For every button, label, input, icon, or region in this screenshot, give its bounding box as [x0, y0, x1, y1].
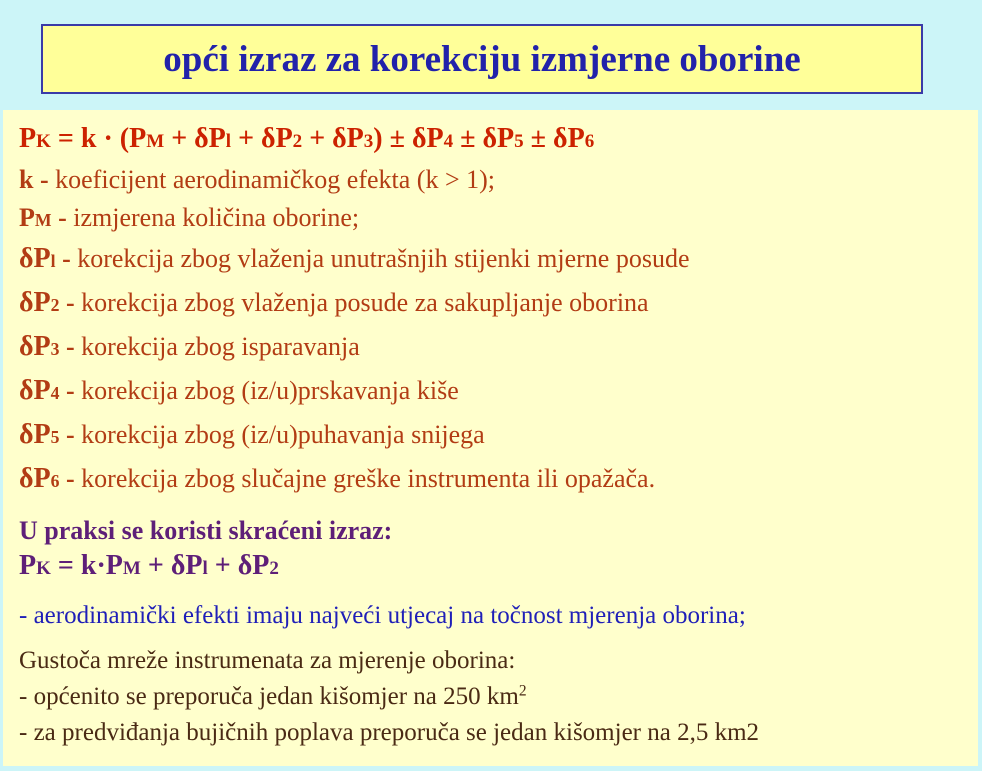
definition-dp3: δP3 - korekcija zbog isparavanja	[19, 331, 360, 362]
definition-dp6: δP6 - korekcija zbog slučajne greške instrumenta ili opažača.	[19, 463, 656, 494]
main-formula: PK = k · (PM + δPl + δP2 + δP3) ± δP4 ± δP5 ± δP6	[19, 123, 595, 154]
density-line-general: - općenito se preporuča jedan kišomjer na 250 $km^2$	[19, 682, 527, 710]
short-formula: PK = k·PM + δPl + δP2	[19, 550, 279, 581]
aerodynamic-note: - aerodinamički efekti imaju najveći utjecaj na točnost mjerenja oborina;	[19, 602, 746, 629]
definition-dp5: δP5 - korekcija zbog (iz/u)puhavanja snijega	[19, 419, 485, 450]
practice-heading: U praksi se koristi skraćeni izraz:	[19, 516, 393, 545]
definition-pm: PM - izmjerena količina oborine;	[19, 203, 360, 232]
title-box	[41, 24, 923, 94]
definition-k: k - koeficijent aerodinamičkog efekta (k > 1);	[19, 165, 496, 194]
density-section	[19, 643, 978, 751]
definition-dp2: δP2 - korekcija zbog vlaženja posude za sakupljanje oborina	[19, 287, 649, 318]
page-title: opći izraz za korekciju izmjerne oborine	[163, 38, 801, 80]
definition-dp4: δP4 - korekcija zbog (iz/u)prskavanja kiše	[19, 375, 459, 406]
content-panel	[3, 110, 978, 766]
density-heading: Gustoča mreže instrumenata za mjerenje oborina:	[19, 647, 516, 674]
density-line-flood: - za predviđanja bujičnih poplava preporuča se jedan kišomjer na 2,5 km2	[19, 719, 760, 746]
definition-dp1: δPl - korekcija zbog vlaženja unutrašnjih stijenki mjerne posude	[19, 243, 690, 274]
